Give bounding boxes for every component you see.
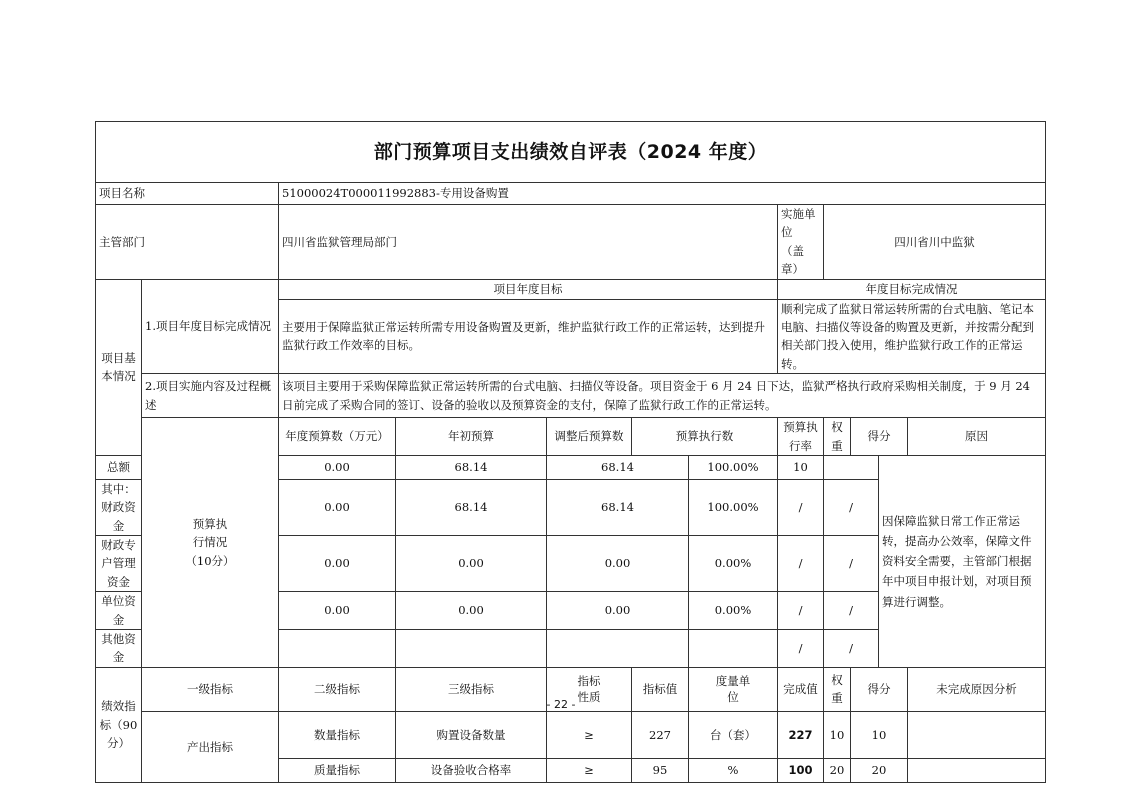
perf-header-level3: 三级指标 <box>396 667 547 711</box>
implementation-label: 2.项目实施内容及过程概述 <box>142 374 279 418</box>
department-value: 四川省监狱管理局部门 <box>279 205 778 280</box>
project-name-label: 项目名称 <box>96 183 279 205</box>
completion-header: 年度目标完成情况 <box>778 279 1046 299</box>
goal-text: 主要用于保障监狱正常运转所需专用设备购置及更新，维护监狱行政工作的正常运转，达到提升监狱行政工作效率的目标。 <box>279 299 778 374</box>
perf-header-analysis: 未完成原因分析 <box>908 667 1046 711</box>
budget-header-executed: 预算执行数 <box>632 418 778 456</box>
perf-target: 227 <box>632 711 689 758</box>
perf-analysis <box>908 711 1046 758</box>
budget-row-score: / <box>824 592 879 630</box>
perf-row <box>96 711 1046 758</box>
performance-section-label: 绩效指 标（90 分） <box>96 667 142 782</box>
budget-section-label: 预算执 行情况 （10分） <box>142 418 279 668</box>
perf-nature: ≥ <box>547 758 632 782</box>
perf-weight: 20 <box>824 758 851 782</box>
budget-header-reason: 原因 <box>908 418 1046 456</box>
perf-level2: 数量指标 <box>279 711 396 758</box>
budget-row-rate: 100.00% <box>689 455 778 479</box>
budget-row-initial: 0.00 <box>279 479 396 535</box>
budget-row-initial: 0.00 <box>279 455 396 479</box>
form-title: 部门预算项目支出绩效自评表（2024 年度） <box>96 122 1046 183</box>
budget-row-weight: / <box>778 592 824 630</box>
budget-row-executed: 0.00 <box>547 592 689 630</box>
budget-header-weight: 权重 <box>824 418 851 456</box>
budget-header-adjusted: 调整后预算数 <box>547 418 632 456</box>
budget-header-amount: 年度预算数（万元） <box>279 418 396 456</box>
perf-target: 95 <box>632 758 689 782</box>
perf-header-level2: 二级指标 <box>279 667 396 711</box>
budget-row-name: 财政专户管理资金 <box>96 536 142 592</box>
budget-row-score: / <box>824 630 879 668</box>
department-label: 主管部门 <box>96 205 279 280</box>
budget-row-rate: 100.00% <box>689 479 778 535</box>
perf-actual: 100 <box>778 758 824 782</box>
budget-row-score <box>824 455 879 479</box>
budget-row-adjusted <box>396 630 547 668</box>
perf-level1: 产出指标 <box>142 711 279 782</box>
budget-row-initial: 0.00 <box>279 592 396 630</box>
budget-row-rate: 0.00% <box>689 536 778 592</box>
budget-row-executed: 0.00 <box>547 536 689 592</box>
perf-nature: ≥ <box>547 711 632 758</box>
unit-value: 四川省川中监狱 <box>824 205 1046 280</box>
budget-row-weight: / <box>778 536 824 592</box>
budget-row-initial: 0.00 <box>279 536 396 592</box>
page-number: - 22 - <box>546 698 576 711</box>
budget-row-executed: 68.14 <box>547 479 689 535</box>
budget-row-score: / <box>824 536 879 592</box>
unit-label: 实施单位 （盖章） <box>778 205 824 280</box>
budget-row-weight: / <box>778 630 824 668</box>
budget-row-score: / <box>824 479 879 535</box>
budget-row-executed <box>547 630 689 668</box>
budget-row-initial <box>279 630 396 668</box>
budget-row-rate: 0.00% <box>689 592 778 630</box>
perf-level3: 购置设备数量 <box>396 711 547 758</box>
perf-header-unit: 度量单 位 <box>689 667 778 711</box>
budget-row-name: 其他资金 <box>96 630 142 668</box>
budget-row-rate <box>689 630 778 668</box>
budget-header-initial: 年初预算 <box>396 418 547 456</box>
budget-row-name: 总额 <box>96 455 142 479</box>
budget-row-weight: / <box>778 479 824 535</box>
perf-unit: % <box>689 758 778 782</box>
budget-reason: 因保障监狱日常工作正常运转，提高办公效率，保障文件资料安全需要，主管部门根据年中项目申报计划，对项目预算进行调整。 <box>879 455 1046 667</box>
implementation-text: 该项目主要用于采购保障监狱正常运转所需的台式电脑、扫描仪等设备。项目资金于 6 月 24 日下达，监狱严格执行政府采购相关制度，于 9 月 24 日前完成了采购合同的签订、设备的验收以及预算资金的支付，保障了监狱行政工作的正常运转。 <box>279 374 1046 418</box>
perf-actual: 227 <box>778 711 824 758</box>
basic-section-label: 项目基 本情况 <box>96 279 142 455</box>
perf-score: 20 <box>851 758 908 782</box>
budget-row-name: 其中：财政资金 <box>96 479 142 535</box>
perf-header-level1: 一级指标 <box>142 667 279 711</box>
perf-header-nature: 指标 性质 <box>547 667 632 711</box>
budget-row-adjusted: 68.14 <box>396 455 547 479</box>
perf-header-score: 得分 <box>851 667 908 711</box>
budget-row-weight: 10 <box>778 455 824 479</box>
budget-row-name: 单位资金 <box>96 592 142 630</box>
budget-row-adjusted: 68.14 <box>396 479 547 535</box>
budget-header-score: 得分 <box>851 418 908 456</box>
perf-header-target: 指标值 <box>632 667 689 711</box>
perf-level2: 质量指标 <box>279 758 396 782</box>
budget-row-adjusted: 0.00 <box>396 536 547 592</box>
perf-analysis <box>908 758 1046 782</box>
perf-header-actual: 完成值 <box>778 667 824 711</box>
self-evaluation-table <box>95 121 1046 783</box>
perf-weight: 10 <box>824 711 851 758</box>
completion-text: 顺利完成了监狱日常运转所需的台式电脑、笔记本电脑、扫描仪等设备的购置及更新，并按需分配到相关部门投入使用，维护监狱行政工作的正常运转。 <box>778 299 1046 374</box>
goal-header: 项目年度目标 <box>279 279 778 299</box>
perf-score: 10 <box>851 711 908 758</box>
budget-row-adjusted: 0.00 <box>396 592 547 630</box>
project-name-value: 51000024T000011992883-专用设备购置 <box>279 183 1046 205</box>
goal-completion-label: 1.项目年度目标完成情况 <box>142 279 279 374</box>
budget-row-executed: 68.14 <box>547 455 689 479</box>
perf-level3: 设备验收合格率 <box>396 758 547 782</box>
perf-header-weight: 权重 <box>824 667 851 711</box>
budget-header-rate: 预算执行率 <box>778 418 824 456</box>
perf-unit: 台（套） <box>689 711 778 758</box>
